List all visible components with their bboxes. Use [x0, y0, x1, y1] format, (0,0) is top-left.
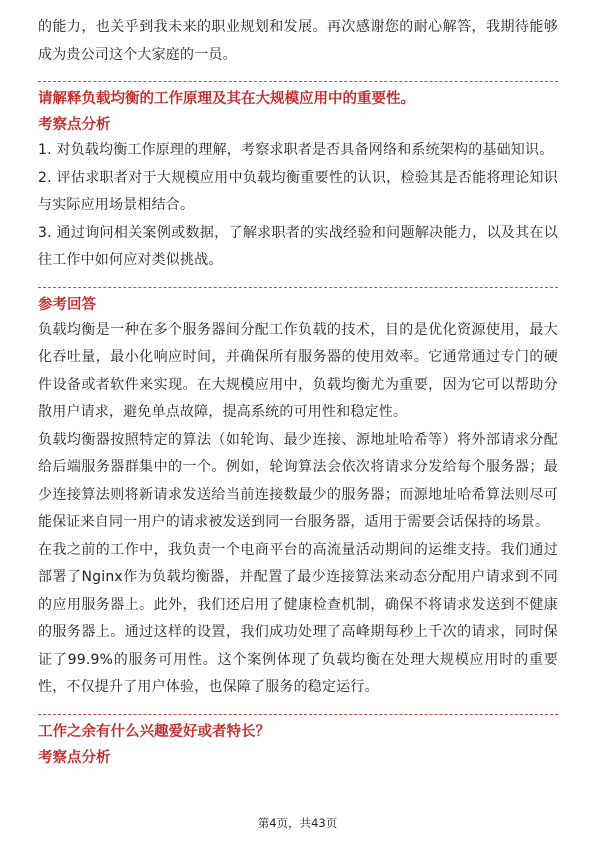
section-divider: [38, 287, 558, 288]
section-divider: [38, 714, 558, 715]
answer-paragraph: 在我之前的工作中，我负责一个电商平台的高流量活动期间的运维支持。我们通过部署了Nginx作为负载均衡器，并配置了最少连接算法来动态分配用户请求到不同的应用服务器上。此外，我们还启用了健康检查机制，确保不将请求发送到不健康的服务器上。通过这样的设置，我们成功处理了高峰期每秒上千次的请求，同时保证了99.9%的服务可用性。这个案例体现了负载均衡在处理大规模应用时的重要性，不仅提升了用户体验，也保障了服务的稳定运行。: [38, 541, 558, 695]
answer-heading: 参考回答: [38, 296, 96, 313]
analysis-point: 1. 对负载均衡工作原理的理解，考察求职者是否具备网络和系统架构的基础知识。: [38, 142, 554, 158]
answer-paragraph: 负载均衡器按照特定的算法（如轮询、最少连接、源地址哈希等）将外部请求分配给后端服务器群集中的一个。例如，轮询算法会依次将请求分发给每个服务器；最少连接算法则将新请求发送给当前连接数最少的服务器；而源地址哈希算法则尽可能保证来自同一用户的请求被发送到同一台服务器，适用于需要会话保持的场景。: [38, 431, 558, 530]
question-title: 工作之余有什么兴趣爱好或者特长？: [38, 723, 270, 740]
analysis-heading: 考察点分析: [38, 117, 111, 133]
analysis-point: 3. 通过询问相关案例或数据，了解求职者的实战经验和问题解决能力，以及其在以往工作中如何应对类似挑战。: [38, 224, 558, 268]
page-number: 第4页，共43页: [257, 816, 338, 830]
answer-paragraph: 负载均衡是一种在多个服务器间分配工作负载的技术，目的是优化资源使用，最大化吞吐量，最小化响应时间，并确保所有服务器的使用效率。它通常通过专门的硬件设备或者软件来实现。在大规模应用中，负载均衡尤为重要，因为它可以帮助分散用户请求，避免单点故障，提高系统的可用性和稳定性。: [38, 321, 558, 420]
question-title: 请解释负载均衡的工作原理及其在大规模应用中的重要性。: [38, 91, 415, 107]
intro-continuation: 的能力，也关乎到我未来的职业规划和发展。再次感谢您的耐心解答，我期待能够成为贵公司这个大家庭的一员。: [38, 19, 558, 63]
section-divider: [38, 81, 558, 82]
question-block-1: [38, 88, 558, 702]
analysis-point: 2. 评估求职者对于大规模应用中负载均衡重要性的认识，检验其是否能将理论知识与实际应用场景相结合。: [38, 169, 558, 213]
question-block-2: [38, 721, 558, 770]
page-content: [38, 14, 558, 770]
analysis-heading: 考察点分析: [38, 749, 111, 766]
